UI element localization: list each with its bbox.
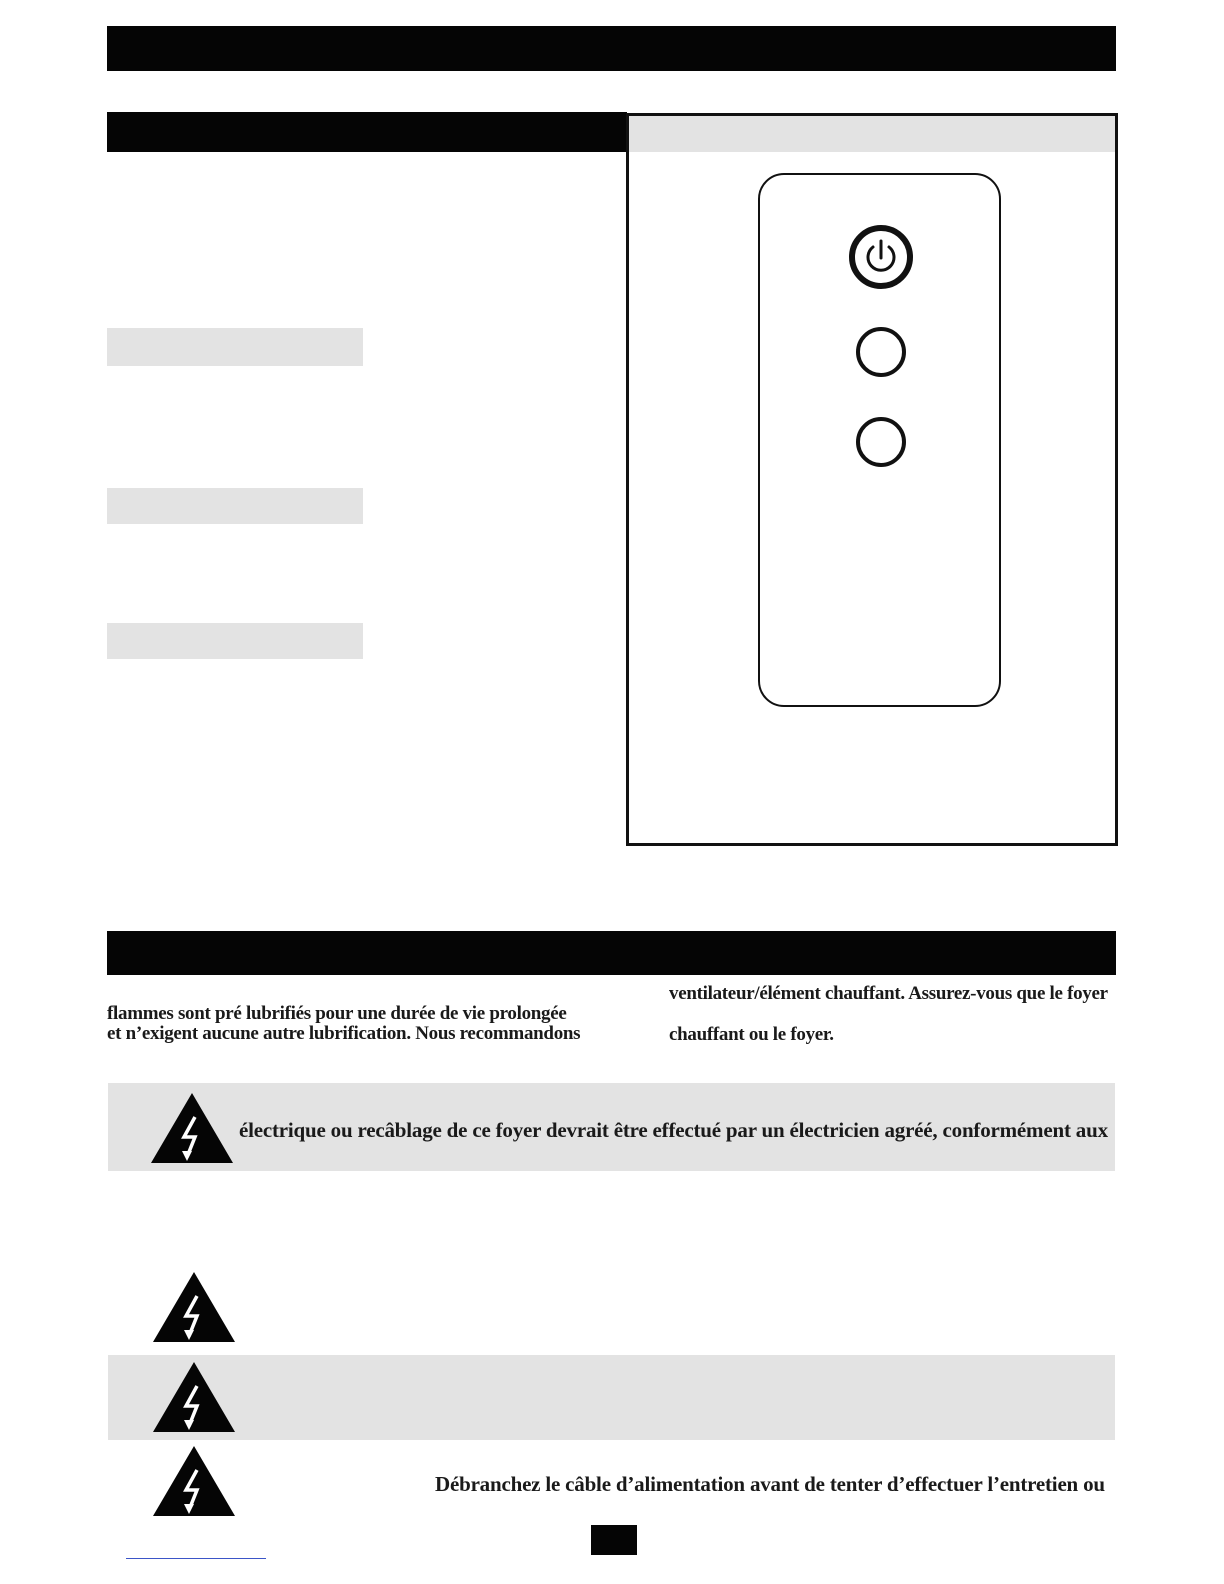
hazard-warning-box [108, 1355, 1115, 1440]
footer-link-underline [126, 1558, 266, 1559]
remote-button-3 [856, 417, 906, 467]
maintenance-right-line-2: chauffant ou le foyer. [669, 1024, 834, 1045]
subheading-bar-3 [107, 623, 363, 659]
remote-button-2 [856, 327, 906, 377]
maintenance-right-line-1: ventilateur/élément chauffant. Assurez-vous que le foyer [669, 983, 1108, 1004]
remote-control-illustration [758, 173, 1001, 707]
subheading-bar-2 [107, 488, 363, 524]
remote-control-panel [626, 113, 1118, 846]
page-header-bar [107, 26, 1116, 71]
maintenance-left-line-2: et n’exigent aucune autre lubrification. Nous recommandons [107, 1023, 581, 1044]
electric-hazard-warning-icon [151, 1444, 237, 1518]
electric-hazard-warning-icon [149, 1091, 235, 1165]
power-icon [855, 231, 907, 283]
electric-hazard-warning-icon [151, 1270, 237, 1344]
electrical-warning-text: électrique ou recâblage de ce foyer devrait être effectué par un électricien agréé, conformément aux [239, 1118, 1108, 1142]
maintenance-left-line-1: flammes sont pré lubrifiés pour une durée de vie prolongée [107, 1003, 567, 1024]
electrical-warning-box [108, 1083, 1115, 1171]
power-button [849, 225, 913, 289]
maintenance-title-bar [107, 931, 1116, 975]
page-number-box [591, 1525, 637, 1555]
subheading-bar-1 [107, 328, 363, 366]
remote-panel-header [629, 116, 1115, 152]
unplug-warning-text: Débranchez le câble d’alimentation avant de tenter d’effectuer l’entretien ou [435, 1472, 1105, 1496]
section-title-bar [107, 112, 627, 152]
electric-hazard-warning-icon [151, 1360, 237, 1434]
